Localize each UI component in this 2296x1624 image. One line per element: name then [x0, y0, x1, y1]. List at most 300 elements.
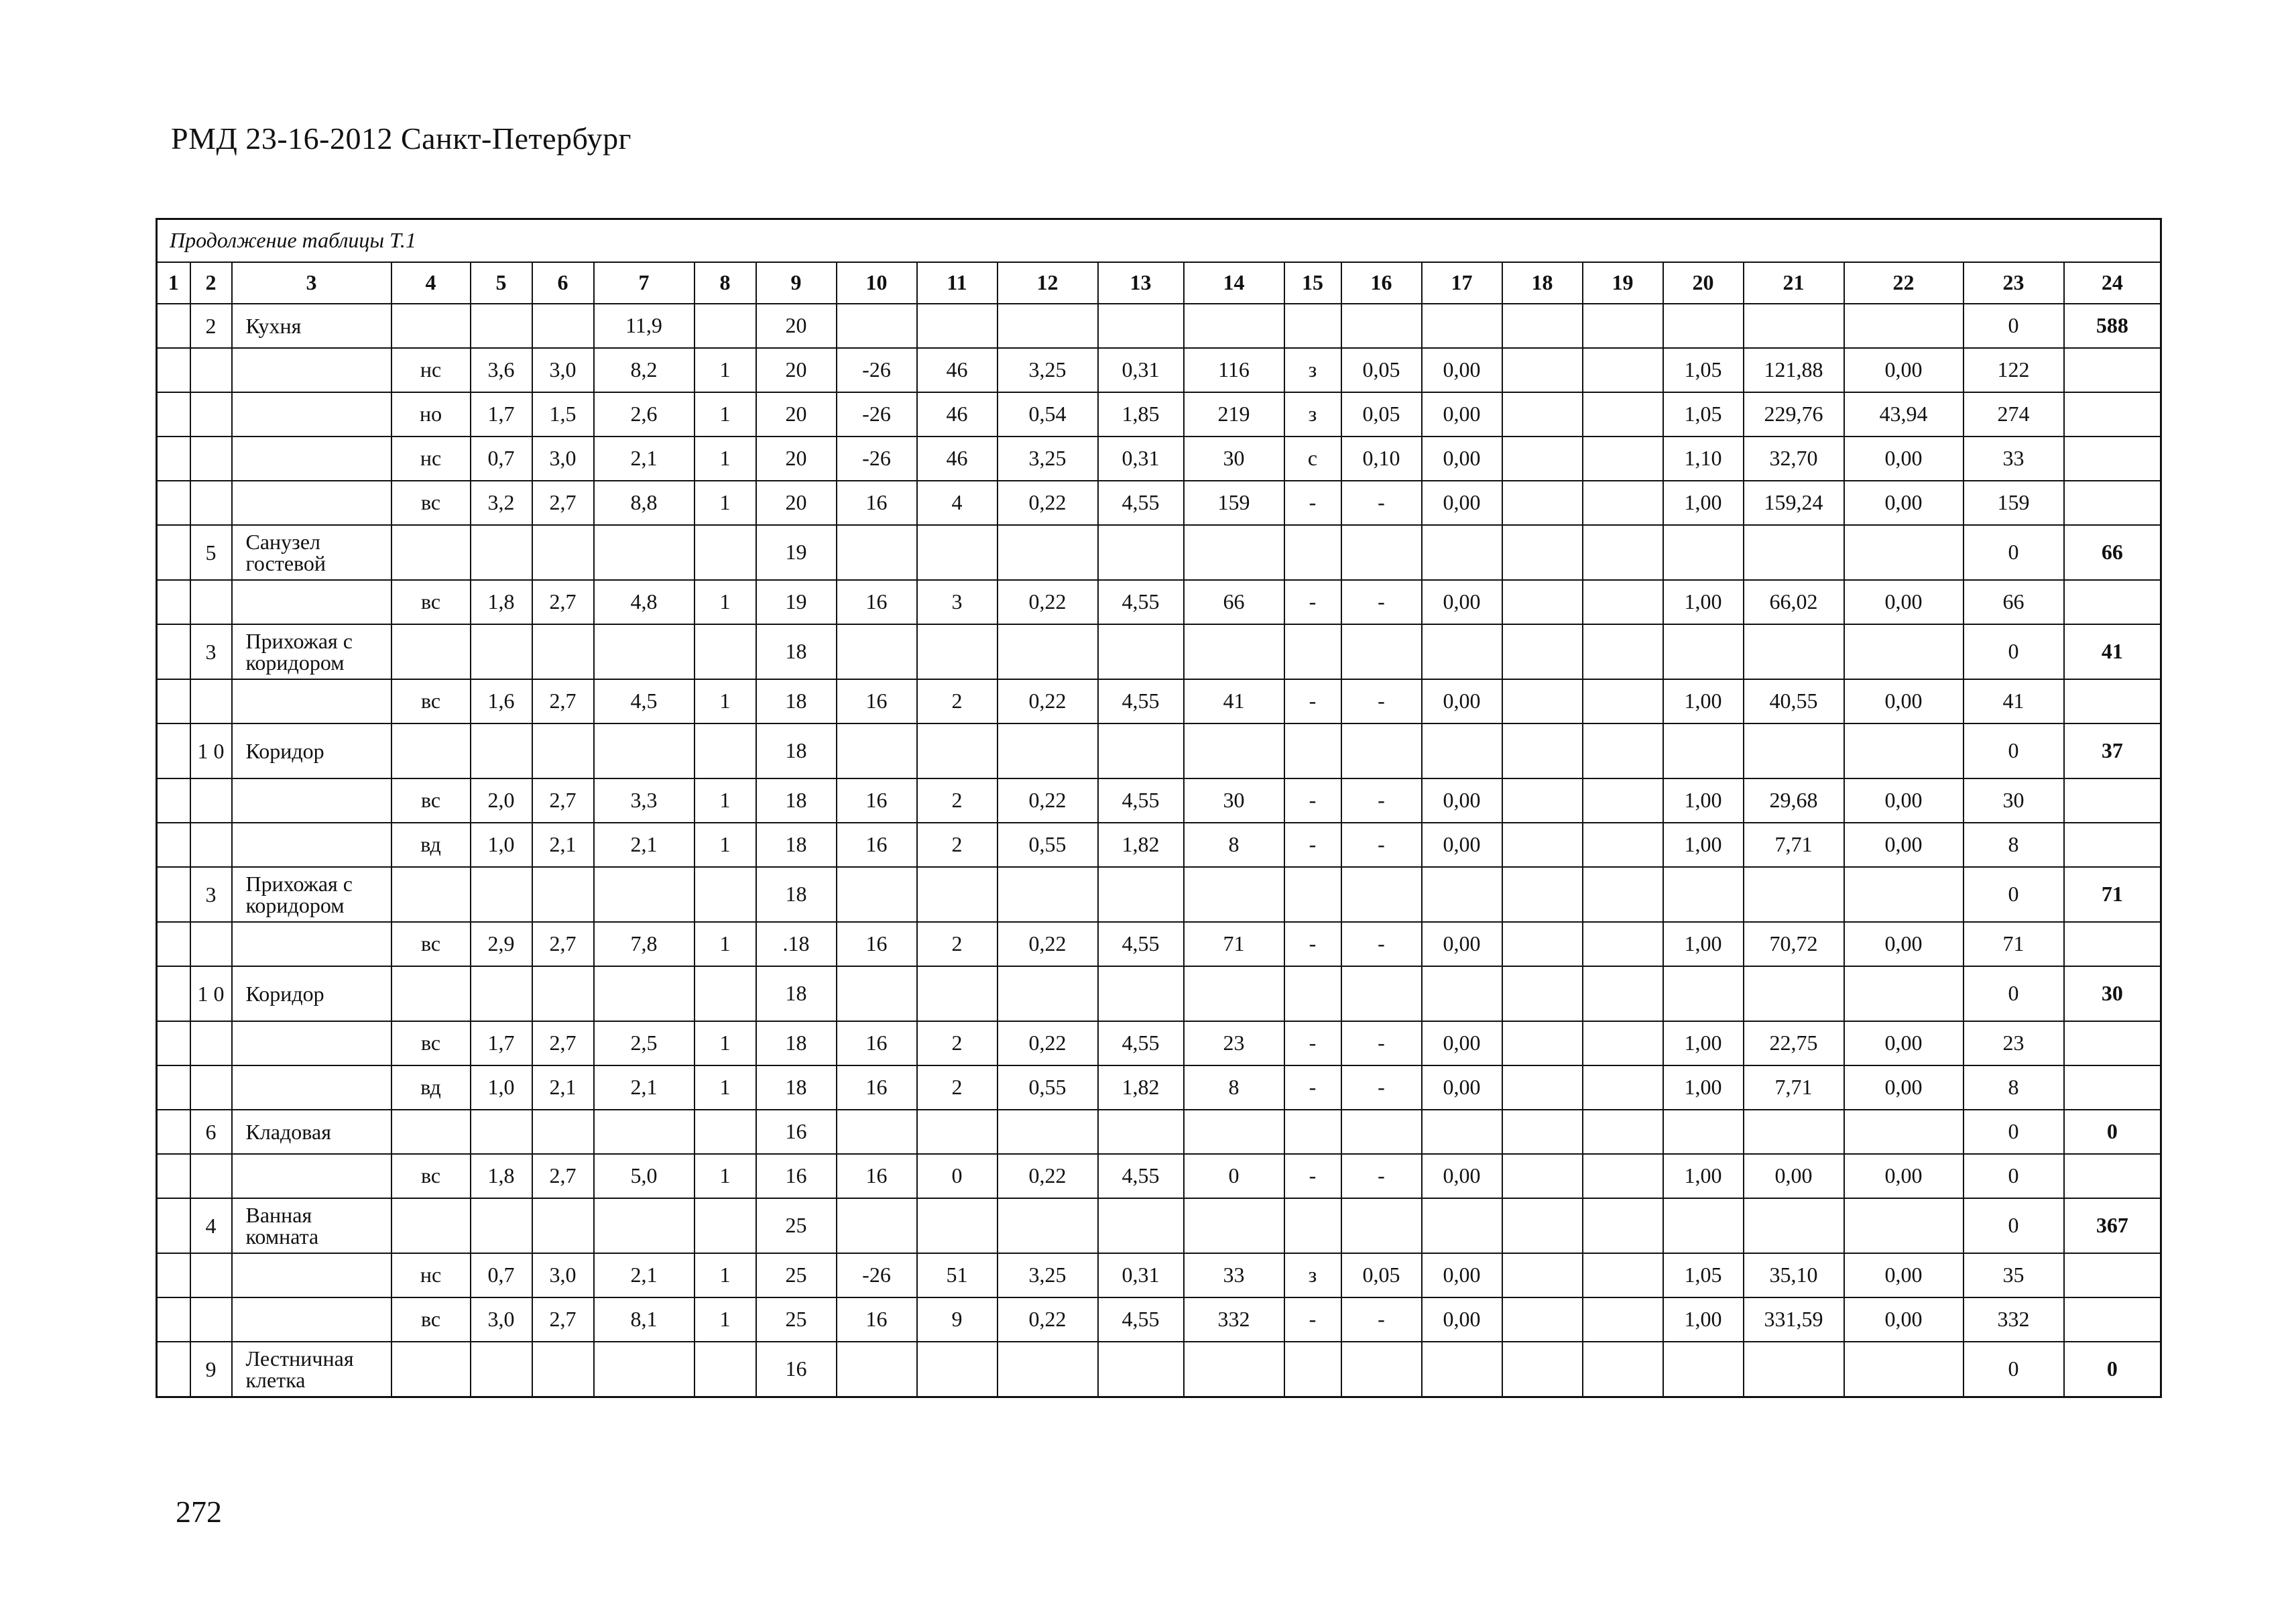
table-cell: [1098, 624, 1184, 679]
column-header: 19: [1583, 262, 1663, 304]
table-row: [157, 723, 2161, 778]
table-cell: [1583, 437, 1663, 481]
table-cell: 1,82: [1098, 1065, 1184, 1110]
table-cell: вс: [391, 481, 471, 525]
table-cell: 66: [1963, 580, 2064, 624]
column-header: 17: [1422, 262, 1502, 304]
table-cell: [190, 1154, 232, 1198]
room-name-cell: [232, 679, 391, 723]
room-name-cell: Прихожая с коридором: [232, 624, 391, 679]
column-header: 16: [1341, 262, 1422, 304]
table-cell: [694, 723, 756, 778]
table-cell: [190, 348, 232, 392]
table-cell: 0,22: [998, 1297, 1098, 1342]
table-cell: 116: [1184, 348, 1284, 392]
table-cell: [998, 723, 1098, 778]
table-cell: 1,0: [471, 1065, 532, 1110]
table-cell: 71: [1963, 922, 2064, 966]
table-cell: [532, 1342, 594, 1397]
table-cell: 0,55: [998, 1065, 1098, 1110]
table-cell: 2,1: [594, 823, 694, 867]
table-cell: [1422, 867, 1502, 922]
table-row: [157, 1021, 2161, 1065]
table-cell: [1844, 1110, 1963, 1154]
table-cell: [157, 823, 190, 867]
table-cell: [1098, 723, 1184, 778]
table-cell: [157, 922, 190, 966]
table-cell: [190, 778, 232, 823]
table-row: [157, 867, 2161, 922]
table-cell: [1184, 867, 1284, 922]
table-cell: 1,7: [471, 392, 532, 437]
room-total-cell: 30: [2064, 966, 2161, 1021]
table-row: [157, 1110, 2161, 1154]
table-cell: вс: [391, 580, 471, 624]
table-cell: [594, 966, 694, 1021]
table-cell: [471, 525, 532, 580]
table-cell: -: [1284, 823, 1341, 867]
table-cell: 0,00: [1422, 823, 1502, 867]
table-cell: 0,22: [998, 679, 1098, 723]
table-cell: 20: [756, 481, 837, 525]
table-cell: 0,00: [1844, 1297, 1963, 1342]
table-cell: [1744, 624, 1844, 679]
table-cell: 2,7: [532, 580, 594, 624]
table-caption: Продолжение таблицы Т.1: [157, 219, 2161, 263]
table-cell: [917, 525, 998, 580]
room-name-cell: Кухня: [232, 304, 391, 348]
table-cell: [594, 525, 694, 580]
room-name-cell: [232, 348, 391, 392]
table-cell: [998, 624, 1098, 679]
table-cell: 5: [190, 525, 232, 580]
table-cell: [1341, 1110, 1422, 1154]
table-cell: [1284, 1110, 1341, 1154]
table-cell: 0,31: [1098, 437, 1184, 481]
table-cell: 18: [756, 1021, 837, 1065]
table-cell: 16: [837, 823, 917, 867]
table-cell: [1844, 525, 1963, 580]
table-row: [157, 481, 2161, 525]
table-cell: 331,59: [1744, 1297, 1844, 1342]
table-cell: -: [1341, 1065, 1422, 1110]
table-cell: 0: [1963, 1154, 2064, 1198]
table-cell: 1: [694, 823, 756, 867]
table-cell: 29,68: [1744, 778, 1844, 823]
table-cell: 4: [917, 481, 998, 525]
table-cell: 16: [837, 679, 917, 723]
table-cell: [1284, 624, 1341, 679]
table-cell: [1844, 1342, 1963, 1397]
table-cell: [594, 624, 694, 679]
table-row: [157, 1342, 2161, 1397]
table-cell: [837, 624, 917, 679]
table-cell: 1: [694, 348, 756, 392]
table-cell: [1502, 1065, 1583, 1110]
table-cell: -: [1284, 481, 1341, 525]
table-cell: з: [1284, 348, 1341, 392]
table-cell: [1502, 1110, 1583, 1154]
table-cell: 0,00: [1422, 1297, 1502, 1342]
table-cell: 0,00: [1422, 778, 1502, 823]
room-total-cell: [2064, 437, 2161, 481]
table-row: [157, 823, 2161, 867]
table-cell: 2,1: [532, 823, 594, 867]
table-cell: 0,22: [998, 1021, 1098, 1065]
table-cell: вс: [391, 922, 471, 966]
table-cell: 41: [1963, 679, 2064, 723]
table-cell: [532, 525, 594, 580]
table-cell: 8,2: [594, 348, 694, 392]
table-cell: 1,8: [471, 1154, 532, 1198]
table-cell: -: [1284, 1154, 1341, 1198]
table-cell: [471, 624, 532, 679]
table-cell: 18: [756, 966, 837, 1021]
table-cell: 0,05: [1341, 348, 1422, 392]
page-number: 272: [176, 1495, 222, 1529]
table-cell: 0,00: [1844, 778, 1963, 823]
table-cell: [594, 723, 694, 778]
table-cell: [1098, 304, 1184, 348]
table-cell: 1,82: [1098, 823, 1184, 867]
table-cell: 1: [694, 778, 756, 823]
table-cell: [391, 867, 471, 922]
table-cell: 4,55: [1098, 679, 1184, 723]
table-cell: 0,22: [998, 1154, 1098, 1198]
table-cell: [1744, 1198, 1844, 1253]
table-row: [157, 392, 2161, 437]
table-cell: [157, 1253, 190, 1297]
table-cell: [471, 867, 532, 922]
table-cell: 0,00: [1422, 1253, 1502, 1297]
table-cell: [1744, 304, 1844, 348]
column-header: 3: [232, 262, 391, 304]
table-cell: 0,00: [1844, 580, 1963, 624]
table-cell: 1 0: [190, 723, 232, 778]
table-cell: [594, 867, 694, 922]
table-cell: 4,55: [1098, 481, 1184, 525]
table-cell: -26: [837, 348, 917, 392]
table-cell: с: [1284, 437, 1341, 481]
table-cell: [1098, 966, 1184, 1021]
table-cell: [1284, 525, 1341, 580]
table-cell: [157, 1198, 190, 1253]
table-cell: 16: [837, 481, 917, 525]
table-cell: 0,05: [1341, 1253, 1422, 1297]
table-cell: 18: [756, 867, 837, 922]
table-cell: [694, 966, 756, 1021]
table-cell: 0,7: [471, 437, 532, 481]
table-cell: [837, 1110, 917, 1154]
table-cell: нс: [391, 437, 471, 481]
table-cell: [391, 624, 471, 679]
table-cell: [1284, 1198, 1341, 1253]
table-cell: 2,1: [594, 437, 694, 481]
table-cell: [1583, 723, 1663, 778]
table-cell: [694, 1198, 756, 1253]
table-cell: 16: [756, 1154, 837, 1198]
table-cell: [1341, 723, 1422, 778]
table-cell: 0,55: [998, 823, 1098, 867]
column-header: 2: [190, 262, 232, 304]
table-cell: 0: [1963, 1342, 2064, 1397]
table-cell: [1098, 1110, 1184, 1154]
table-cell: 1,0: [471, 823, 532, 867]
table-cell: 33: [1184, 1253, 1284, 1297]
table-cell: 16: [837, 922, 917, 966]
room-total-cell: [2064, 1065, 2161, 1110]
table-cell: [1744, 867, 1844, 922]
table-cell: [471, 1198, 532, 1253]
table-cell: [1583, 1021, 1663, 1065]
table-cell: [532, 624, 594, 679]
table-cell: вс: [391, 1154, 471, 1198]
room-total-cell: [2064, 580, 2161, 624]
table-cell: 71: [1184, 922, 1284, 966]
table-cell: 0,54: [998, 392, 1098, 437]
table-cell: 8,1: [594, 1297, 694, 1342]
room-total-cell: 0: [2064, 1110, 2161, 1154]
table-cell: [157, 392, 190, 437]
table-cell: [1184, 525, 1284, 580]
table-cell: [157, 679, 190, 723]
table-cell: 2,1: [594, 1253, 694, 1297]
table-cell: [1422, 624, 1502, 679]
table-cell: [190, 481, 232, 525]
table-cell: [1284, 723, 1341, 778]
room-total-cell: [2064, 1253, 2161, 1297]
table-cell: [1184, 1198, 1284, 1253]
table-cell: 1,00: [1663, 580, 1744, 624]
table-cell: 4,5: [594, 679, 694, 723]
table-cell: [1422, 1342, 1502, 1397]
table-cell: 16: [756, 1110, 837, 1154]
table-cell: 332: [1963, 1297, 2064, 1342]
room-name-cell: [232, 1154, 391, 1198]
table-cell: [1583, 922, 1663, 966]
table-cell: [1502, 1297, 1583, 1342]
table-cell: -: [1284, 580, 1341, 624]
table-cell: 7,71: [1744, 823, 1844, 867]
table-cell: [1663, 1198, 1744, 1253]
table-cell: [1844, 723, 1963, 778]
table-cell: 0: [1963, 304, 2064, 348]
table-cell: -: [1341, 778, 1422, 823]
table-cell: 43,94: [1844, 392, 1963, 437]
room-name-cell: [232, 823, 391, 867]
table-cell: [694, 1110, 756, 1154]
table-cell: [1502, 1198, 1583, 1253]
table-cell: 0,05: [1341, 392, 1422, 437]
table-cell: вс: [391, 679, 471, 723]
table-cell: 0,00: [1844, 1021, 1963, 1065]
table-cell: [998, 304, 1098, 348]
table-cell: [837, 867, 917, 922]
table-cell: 20: [756, 392, 837, 437]
table-cell: [837, 723, 917, 778]
table-cell: [1583, 823, 1663, 867]
table-cell: [1663, 867, 1744, 922]
table-cell: 8: [1963, 1065, 2064, 1110]
column-header: 4: [391, 262, 471, 304]
table-cell: 0,00: [1744, 1154, 1844, 1198]
room-name-cell: Санузел гостевой: [232, 525, 391, 580]
room-name-cell: Кладовая: [232, 1110, 391, 1154]
table-cell: 8,8: [594, 481, 694, 525]
table-cell: 0,00: [1422, 580, 1502, 624]
table-cell: [1502, 867, 1583, 922]
table-cell: 3,6: [471, 348, 532, 392]
table-cell: нс: [391, 1253, 471, 1297]
table-cell: 3,2: [471, 481, 532, 525]
column-header: 22: [1844, 262, 1963, 304]
table-cell: [1502, 437, 1583, 481]
table-cell: 0,00: [1422, 348, 1502, 392]
table-cell: [1284, 304, 1341, 348]
table-cell: 0,00: [1844, 922, 1963, 966]
table-cell: з: [1284, 1253, 1341, 1297]
table-cell: 16: [837, 1065, 917, 1110]
table-cell: [391, 966, 471, 1021]
table-cell: [837, 1198, 917, 1253]
table-cell: 1,00: [1663, 1021, 1744, 1065]
room-name-cell: [232, 481, 391, 525]
table-cell: 19: [756, 525, 837, 580]
table-cell: [1502, 778, 1583, 823]
table-cell: 11,9: [594, 304, 694, 348]
table-cell: [917, 867, 998, 922]
table-cell: -: [1341, 580, 1422, 624]
room-total-cell: [2064, 1021, 2161, 1065]
column-header: 5: [471, 262, 532, 304]
table-cell: [1502, 1253, 1583, 1297]
table-row: [157, 966, 2161, 1021]
table-cell: [157, 481, 190, 525]
table-cell: [837, 304, 917, 348]
table-cell: 1,05: [1663, 392, 1744, 437]
table-cell: [1422, 1198, 1502, 1253]
table-cell: 9: [190, 1342, 232, 1397]
table-cell: [471, 1110, 532, 1154]
table-cell: 3,3: [594, 778, 694, 823]
table-cell: 18: [756, 679, 837, 723]
table-cell: 1: [694, 1253, 756, 1297]
room-name-cell: [232, 778, 391, 823]
table-cell: 2: [917, 679, 998, 723]
table-cell: 0,00: [1844, 823, 1963, 867]
table-cell: вс: [391, 1297, 471, 1342]
room-total-cell: [2064, 348, 2161, 392]
table-cell: -: [1341, 1297, 1422, 1342]
table-cell: [837, 966, 917, 1021]
table-cell: [694, 525, 756, 580]
table-cell: [1744, 1342, 1844, 1397]
table-cell: [1583, 966, 1663, 1021]
table-cell: 40,55: [1744, 679, 1844, 723]
room-name-cell: [232, 1253, 391, 1297]
table-cell: [471, 304, 532, 348]
table-row: [157, 624, 2161, 679]
table-cell: [1098, 525, 1184, 580]
table-cell: [391, 304, 471, 348]
table-cell: 1,05: [1663, 1253, 1744, 1297]
table-cell: [532, 723, 594, 778]
table-cell: 0,00: [1422, 1065, 1502, 1110]
table-cell: [157, 580, 190, 624]
column-header: 1: [157, 262, 190, 304]
table-cell: -26: [837, 437, 917, 481]
table-cell: 33: [1963, 437, 2064, 481]
table-cell: [1583, 778, 1663, 823]
table-cell: 1,8: [471, 580, 532, 624]
table-cell: [1844, 966, 1963, 1021]
table-cell: 2,5: [594, 1021, 694, 1065]
table-cell: 32,70: [1744, 437, 1844, 481]
table-cell: 25: [756, 1253, 837, 1297]
heat-loss-table: [156, 218, 2162, 1398]
table-cell: 1,05: [1663, 348, 1744, 392]
room-total-cell: [2064, 823, 2161, 867]
table-cell: 30: [1963, 778, 2064, 823]
table-cell: 1 0: [190, 966, 232, 1021]
table-cell: 70,72: [1744, 922, 1844, 966]
table-cell: 2,1: [594, 1065, 694, 1110]
table-cell: 0: [1963, 867, 2064, 922]
table-cell: -: [1284, 1065, 1341, 1110]
table-cell: 4: [190, 1198, 232, 1253]
table-cell: 1: [694, 922, 756, 966]
table-cell: 3,0: [471, 1297, 532, 1342]
table-cell: 0,22: [998, 481, 1098, 525]
table-cell: [391, 1342, 471, 1397]
column-header: 6: [532, 262, 594, 304]
table-cell: 0: [1963, 966, 2064, 1021]
table-cell: [190, 922, 232, 966]
table-cell: 18: [756, 778, 837, 823]
table-cell: 16: [837, 1297, 917, 1342]
table-cell: з: [1284, 392, 1341, 437]
table-cell: [837, 1342, 917, 1397]
table-cell: [190, 580, 232, 624]
room-name-cell: Коридор: [232, 966, 391, 1021]
table-cell: -: [1284, 922, 1341, 966]
table-cell: [190, 437, 232, 481]
table-row: [157, 1297, 2161, 1342]
table-cell: [594, 1110, 694, 1154]
table-row: [157, 580, 2161, 624]
table-cell: 20: [756, 437, 837, 481]
table-cell: .18: [756, 922, 837, 966]
table-cell: 41: [1184, 679, 1284, 723]
table-cell: [532, 304, 594, 348]
table-cell: [1502, 525, 1583, 580]
table-cell: 3: [190, 867, 232, 922]
table-cell: [157, 624, 190, 679]
table-cell: [1844, 624, 1963, 679]
room-name-cell: [232, 922, 391, 966]
table-cell: 0: [1963, 525, 2064, 580]
table-cell: 2: [917, 823, 998, 867]
table-row: [157, 437, 2161, 481]
table-cell: 35: [1963, 1253, 2064, 1297]
table-cell: [1502, 481, 1583, 525]
table-cell: 159: [1184, 481, 1284, 525]
table-cell: 4,55: [1098, 778, 1184, 823]
table-cell: [1098, 1342, 1184, 1397]
table-cell: -26: [837, 392, 917, 437]
table-cell: 0,00: [1422, 1154, 1502, 1198]
room-total-cell: [2064, 392, 2161, 437]
